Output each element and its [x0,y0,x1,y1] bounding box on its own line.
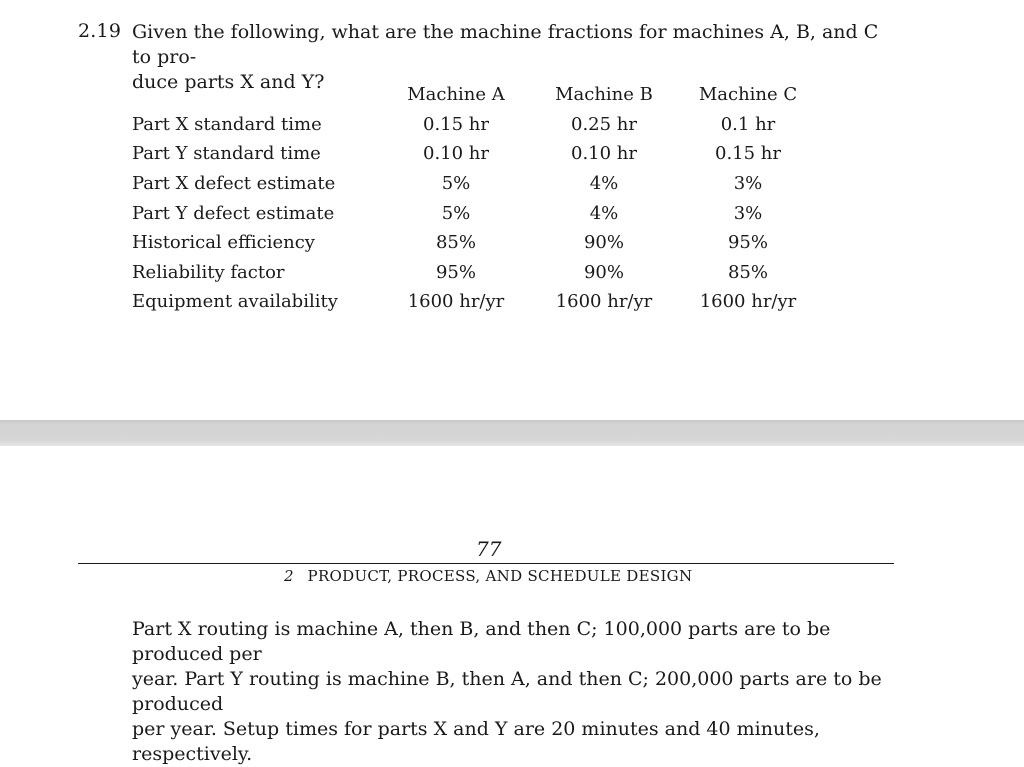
row-label: Reliability factor [132,262,285,283]
table-cell: 4% [589,203,619,224]
table-cell: 1600 hr/yr [555,291,653,312]
table-row [132,291,832,315]
chapter-number: 2 [284,567,294,585]
row-label: Part X standard time [132,114,322,135]
table-cell: 0.1 hr [720,114,776,135]
problem-number: 2.19 [78,20,122,42]
table-cell: 90% [583,262,624,283]
table-row [132,262,832,286]
table-row [132,232,832,256]
table-cell: 0.15 hr [423,114,489,135]
row-label: Historical efficiency [132,232,315,253]
row-label: Equipment availability [132,291,338,312]
problem-line: duce parts X and Y? [132,71,325,93]
continuation-paragraph [132,617,902,767]
paragraph-line: per year. Setup times for parts X and Y are 20 minutes and 40 minutes, respectively. [132,718,820,765]
table-cell: 90% [583,232,624,253]
paragraph-line: year. Part Y routing is machine B, then A, and then C; 200,000 parts are to be produced [132,668,882,715]
table-cell: 95% [435,262,476,283]
column-header-machine-b: Machine B [555,84,653,105]
problem-line: Given the following, what are the machine fractions for machines A, B, and C to pro- [132,21,879,68]
table-cell: 1600 hr/yr [699,291,797,312]
table-cell: 0.15 hr [715,143,781,164]
table-row [132,114,832,138]
table-cell: 5% [441,173,471,194]
table-row [132,143,832,167]
row-label: Part X defect estimate [132,173,336,194]
table-cell: 3% [733,173,763,194]
column-header-machine-c: Machine C [698,84,798,105]
table-cell: 1600 hr/yr [407,291,505,312]
table-cell: 85% [727,262,768,283]
page-number: 77 [476,537,502,561]
table-cell: 85% [435,232,476,253]
table-row [132,173,832,197]
row-label: Part Y standard time [132,143,321,164]
running-header [284,567,692,585]
table-cell: 0.25 hr [571,114,637,135]
paragraph-line: Part X routing is machine A, then B, and then C; 100,000 parts are to be produced per [132,618,831,665]
table-cell: 95% [727,232,768,253]
column-header-machine-a: Machine A [407,84,505,105]
running-header-rule [78,563,894,564]
page-separator [0,420,1024,446]
chapter-title: PRODUCT, PROCESS, AND SCHEDULE DESIGN [307,567,693,585]
row-label: Part Y defect estimate [132,203,335,224]
table-cell: 3% [733,203,763,224]
table-cell: 0.10 hr [571,143,637,164]
table-cell: 4% [589,173,619,194]
table-cell: 5% [441,203,471,224]
table-row [132,203,832,227]
table-cell: 0.10 hr [423,143,489,164]
